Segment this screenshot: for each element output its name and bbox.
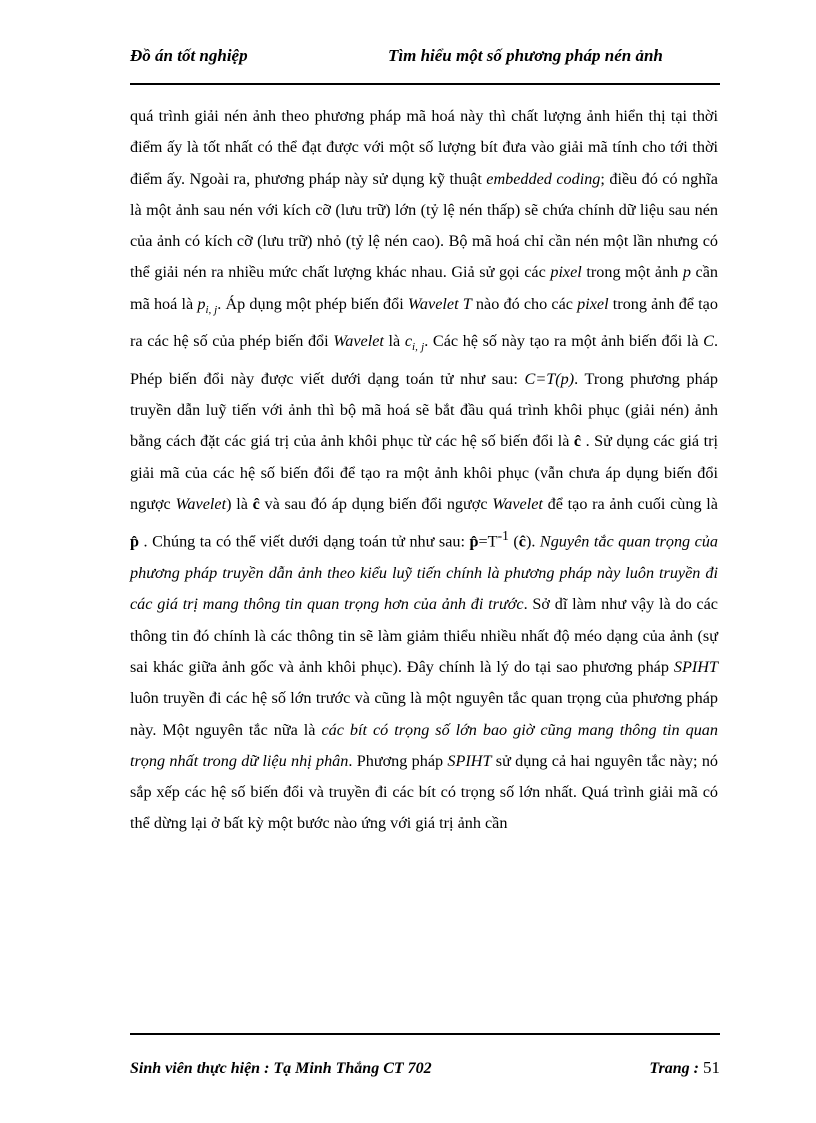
text-run: để tạo ra ảnh cuối cùng là [542,495,718,514]
italic-run: p [197,294,206,313]
text-run: . Trong phương pháp truyền dẫn luỹ tiến với ảnh thì bộ mã hoá sẽ bắt đầu quá trình khôi phục (giải nén) ảnh bằng cách đặt các giá trị của ảnh khôi phục từ các hệ số biến đổi là [130,369,719,451]
page-footer [130,1060,720,1084]
math-symbol: p̂ [130,532,140,551]
italic-run: các bít có trọng số lớn bao giờ cũng mang thông tin quan trọng nhất trong dữ liệu nhị phân [130,720,718,770]
italic-run: c [404,332,413,351]
italic-run: Nguyên tắc quan trọng của phương pháp truyền dẫn ảnh theo kiểu luỹ tiến chính là phương pháp này luôn truyền đi các giá trị mang thông tin quan trọng hơn của ảnh đi trước [130,532,719,614]
italic-run: Wavelet T [407,294,472,313]
footer-divider [130,1033,720,1035]
math-symbol: ĉ [573,432,582,451]
text-run: . Sở dĩ làm như vậy là do các thông tin đó chính là các thông tin sẽ làm giảm thiểu nhiều nhất độ méo dạng của ảnh (sự sai khác giữa ảnh gốc và ảnh khôi phục). Đây chính là lý do tại sao phương pháp [130,595,718,676]
text-run: . Phép biến đổi này được viết dưới dạng toán tử như sau: [130,332,718,388]
text-run: . Sử dụng các giá trị giải mã của các hệ số biến đổi để tạo ra một ảnh khôi phục (vẫn chưa áp dụng biến đổi ngược [130,432,718,514]
text-run: ; điều đó có nghĩa là một ảnh sau nén với kích cỡ (lưu trữ) lớn (tỷ lệ nén thấp) sẽ chứa chính dữ liệu sau nén của ảnh có kích cỡ (lưu trữ) nhỏ (tỷ lệ nén cao). Bộ mã hoá chỉ cần nén một lần nhưng có thể giải nén ra nhiều mức chất lượng khác nhau. Giả sử gọi các [130,169,718,282]
italic-run: pixel [550,263,582,282]
math-symbol: p̂ [469,532,479,551]
text-run: . Chúng ta có thể viết dưới dạng toán tử như sau: [139,532,470,551]
text-run: nào đó cho các [471,294,578,313]
subscript [205,304,217,316]
italic-run: embedded coding [486,169,601,188]
italic-run: Wavelet [333,332,384,351]
text-run: là [383,332,405,351]
italic-run: SPIHT [673,657,718,676]
text-run: =T [478,532,498,551]
footer-author: Sinh viên thực hiện : Tạ Minh Thắng CT 702 [130,1060,432,1077]
page-number: 51 [703,1058,720,1077]
text-run: cần mã hoá là [130,263,718,313]
text-run: ( [508,532,519,551]
text-run: sử dụng cả hai nguyên tắc này; nó sắp xếp các hệ số biến đổi và truyền đi các bít có trọng số lớn nhất. Quá trình giải mã có thể dừng lại ở bất kỳ một bước nào ứng với giá trị ảnh cần [130,751,719,833]
subscript-text: i, j [412,341,425,354]
italic-run: p [682,263,691,282]
math-symbol: ĉ [518,532,526,551]
text-run: trong một ảnh [581,263,683,282]
italic-run: Wavelet [492,495,543,514]
header-divider [130,83,720,85]
page-header [130,46,720,70]
header-topic-title: Tìm hiểu một số phương pháp nén ảnh [388,46,663,65]
text-run: và sau đó áp dụng biến đổi ngược [259,495,493,514]
italic-run: SPIHT [447,751,492,770]
italic-run: C=T(p) [524,369,575,388]
subscript [412,342,424,354]
italic-run: C [703,332,714,351]
body-paragraph [130,101,718,840]
text-run: luôn truyền đi các hệ số lớn trước và cũng là một nguyên tắc quan trọng của phương pháp này. Một nguyên tắc nữa là [130,689,718,739]
superscript: -1 [497,528,509,544]
header-thesis-title: Đồ án tốt nghiệp [130,46,248,65]
text-run: . Áp dụng một phép biến đổi [217,294,408,313]
footer-page-label: Trang : [649,1060,703,1077]
subscript-text: i, j [205,304,218,317]
text-run: . Phương pháp [348,751,448,770]
text-run: ). [525,532,540,551]
text-run: quá trình giải nén ảnh theo phương pháp mã hoá này thì chất lượng ảnh hiển thị tại thời điểm ấy là tốt nhất có thể đạt được với một số lượng bít đưa vào giải mã tính cho tới thời điểm ấy. Ngoài ra, phương pháp này sử dụng kỹ thuật [130,107,718,188]
math-symbol: ĉ [252,495,260,514]
text-run: trong ảnh để tạo ra các hệ số của phép biến đổi [130,294,718,351]
italic-run: Wavelet [175,495,227,514]
footer-page [649,1058,720,1078]
body-text [130,101,718,840]
italic-run: pixel [577,294,609,313]
text-run: ) là [226,495,253,514]
text-run: . Các hệ số này tạo ra một ảnh biến đổi là [424,332,704,351]
